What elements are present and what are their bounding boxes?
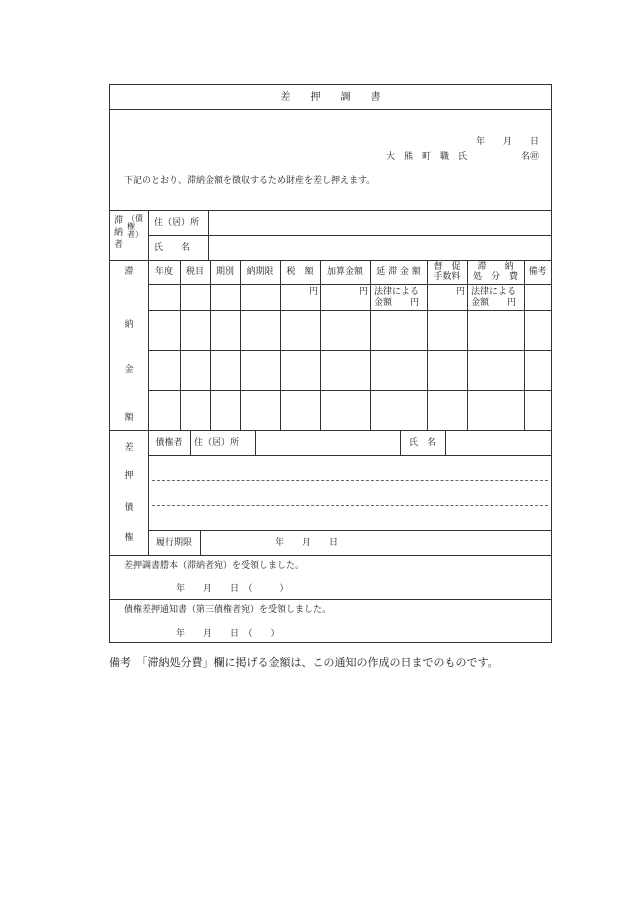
- col-header-tax-item: 税目: [185, 267, 204, 277]
- arrears-bottom: [110, 430, 551, 431]
- arrears-side-char-1: 滞: [124, 267, 134, 277]
- unit-tax-yen: 円: [308, 287, 318, 297]
- unit-reminder-yen: 円: [455, 287, 465, 297]
- seizure-bottom: [110, 555, 551, 556]
- col-header-tax-amount: 税 額: [286, 267, 314, 277]
- seizure-name-label: 氏 名: [408, 438, 436, 448]
- col-header-period: 期別: [215, 267, 234, 277]
- creditor-label: （債権者）: [127, 214, 143, 239]
- form-title: 差 押 調 書: [280, 92, 381, 103]
- arrears-side-char-4: 額: [124, 413, 134, 423]
- arrears-row2-divider: [148, 350, 551, 351]
- seizure-debtor-divider: [190, 430, 191, 455]
- arrears-row1-divider: [148, 310, 551, 311]
- col-header-year: 年度: [154, 267, 173, 277]
- col-header-due-date: 納期限: [246, 267, 274, 277]
- seizure-due-divider-v: [200, 530, 201, 555]
- col-divider-7: [427, 260, 428, 430]
- col-divider-2: [210, 260, 211, 430]
- dotted-line-2: [152, 505, 548, 506]
- col-divider-3: [240, 260, 241, 430]
- col-divider-8: [467, 260, 468, 430]
- seizure-due-label: 履行期限: [155, 538, 192, 548]
- dotted-line-1: [152, 480, 548, 481]
- col-divider-4: [280, 260, 281, 430]
- col-header-disposal-a: 滞 納: [477, 262, 514, 272]
- unit-disposal-legal-a: 法律による: [471, 287, 517, 297]
- taxpayer-name-label: 氏 名: [154, 243, 191, 253]
- col-divider-6: [370, 260, 371, 430]
- seizure-debtor-label: 債権者: [155, 438, 183, 448]
- receipt-copy-date: 年 月 日 （ ）: [176, 584, 289, 594]
- receipt-notice-date: 年 月 日 （ ）: [176, 629, 280, 639]
- unit-delinquency-legal-b: 金額 円: [374, 298, 420, 308]
- col-divider-5: [320, 260, 321, 430]
- seizure-record-form: [109, 84, 552, 643]
- col-divider-9: [524, 260, 525, 430]
- seizure-due-value: 年 月 日: [275, 538, 339, 548]
- taxpayer-side-label: [112, 213, 146, 257]
- arrears-side-char-3: 金: [124, 365, 134, 375]
- col-divider-1: [180, 260, 181, 430]
- taxpayer-address-label: 住（居）所: [154, 218, 200, 228]
- receipt-notice-text: 債権差押通知書（第三債権者宛）を受領しました。: [124, 605, 332, 615]
- taxpayer-bottom: [110, 260, 551, 261]
- seizure-address-label: 住（居）所: [194, 438, 240, 448]
- seizure-side-char-2: 押: [124, 471, 134, 481]
- taxpayer-label: 滞納者: [114, 216, 124, 250]
- col-header-delinquency: 延 滞 金 額: [376, 267, 421, 277]
- unit-additional-yen: 円: [358, 287, 368, 297]
- seizure-side-char-3: 債: [124, 503, 134, 513]
- unit-disposal-legal-b: 金額 円: [471, 298, 517, 308]
- arrears-header-divider: [148, 284, 551, 285]
- seizure-side-char-1: 差: [124, 443, 134, 453]
- col-header-disposal-b: 処 分 費: [472, 272, 518, 282]
- arrears-row3-divider: [148, 390, 551, 391]
- intro-text: 下記のとおり、滞納金額を徴収するため財産を差し押えます。: [124, 176, 376, 186]
- taxpayer-label-divider: [208, 210, 209, 260]
- col-header-additional: 加算金額: [326, 267, 363, 277]
- official-signature-line: 大 熊 町 職 氏 名㊞: [385, 152, 539, 162]
- receipt-divider: [110, 599, 551, 600]
- side-column-divider: [148, 210, 149, 555]
- title-divider: [110, 109, 551, 110]
- seizure-due-divider: [148, 530, 551, 531]
- col-header-reminder-a: 督 促: [433, 262, 461, 272]
- header-divider: [110, 210, 551, 211]
- footnote: 備考 「滞納処分費」欄に掲げる金額は、この通知の作成の日までのものです。: [109, 656, 499, 669]
- receipt-copy-text: 差押調書謄本（滞納者宛）を受領しました。: [124, 561, 305, 571]
- arrears-side-char-2: 納: [124, 320, 134, 330]
- date-line: 年 月 日: [475, 137, 539, 147]
- seizure-address-divider: [255, 430, 256, 455]
- col-header-remarks: 備考: [528, 267, 547, 277]
- seizure-side-char-4: 権: [124, 533, 134, 543]
- seizure-name-divider-b: [445, 430, 446, 455]
- col-header-reminder-b: 手数料: [433, 272, 461, 282]
- unit-delinquency-legal-a: 法律による: [374, 287, 420, 297]
- seizure-header-divider: [148, 455, 551, 456]
